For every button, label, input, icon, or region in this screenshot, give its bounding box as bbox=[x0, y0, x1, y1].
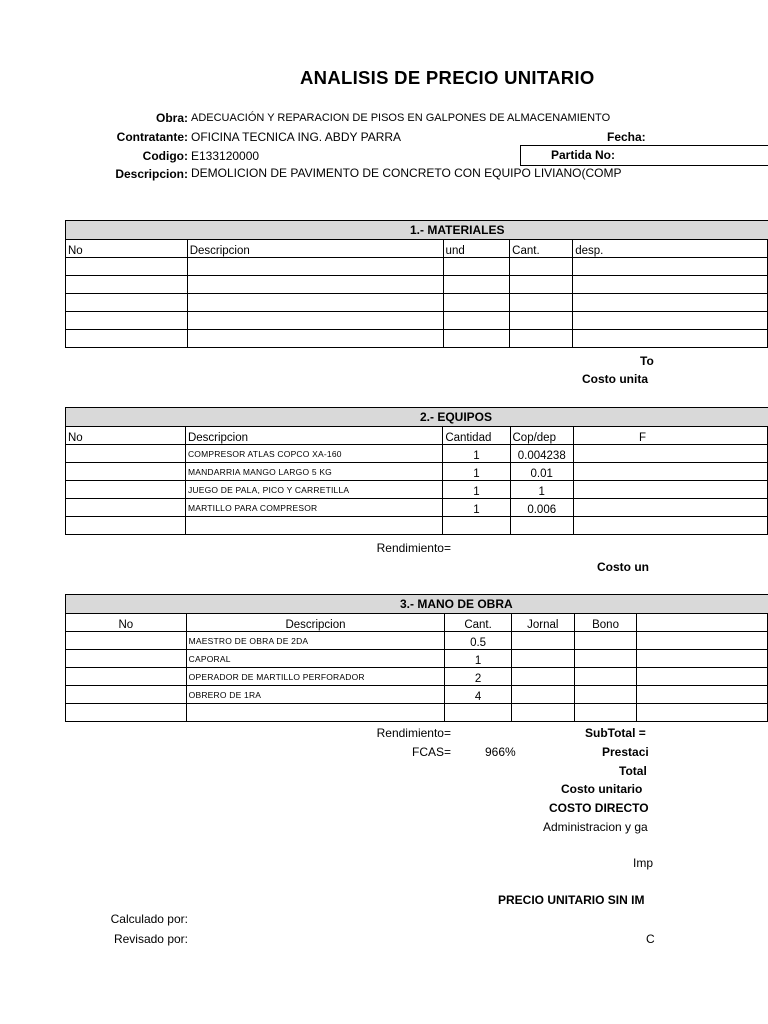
table-row bbox=[66, 499, 768, 517]
col-header: Descripcion bbox=[187, 240, 443, 258]
table-header-row bbox=[66, 427, 768, 445]
materiales-header bbox=[65, 220, 768, 240]
contratante-value: OFICINA TECNICA ING. ABDY PARRA bbox=[191, 130, 402, 144]
mano-obra-rendimiento-label: Rendimiento= bbox=[376, 726, 451, 740]
item-description: MARTILLO PARA COMPRESOR bbox=[185, 499, 442, 517]
materiales-costo-label: Costo unita bbox=[582, 372, 648, 386]
page-title: ANALISIS DE PRECIO UNITARIO bbox=[300, 67, 595, 88]
item-cop: 1 bbox=[510, 481, 573, 499]
materiales-title: 1.- MATERIALES bbox=[410, 223, 505, 237]
table-row bbox=[66, 294, 768, 312]
table-row bbox=[66, 312, 768, 330]
fecha-label: Fecha: bbox=[607, 130, 646, 144]
col-header: F bbox=[573, 427, 767, 445]
worker-description: OPERADOR DE MARTILLO PERFORADOR bbox=[186, 668, 445, 686]
mano-obra-costo-label: Costo unitario bbox=[561, 782, 643, 796]
administracion-label: Administracion y ga bbox=[543, 820, 648, 834]
mano-obra-header bbox=[65, 594, 768, 614]
codigo-label: Codigo: bbox=[142, 149, 188, 163]
table-header-row bbox=[66, 240, 768, 258]
precio-sin-impuesto-label: PRECIO UNITARIO SIN IM bbox=[498, 893, 645, 907]
revisado-por-label: Revisado por: bbox=[113, 932, 188, 946]
item-cop: 0.01 bbox=[510, 463, 573, 481]
item-cop: 0.006 bbox=[510, 499, 573, 517]
equipos-table bbox=[65, 426, 768, 535]
codigo-value: E133120000 bbox=[191, 149, 260, 163]
table-row bbox=[66, 632, 768, 650]
col-header: Bono bbox=[574, 614, 637, 632]
item-description: MANDARRIA MANGO LARGO 5 KG bbox=[185, 463, 442, 481]
col-header: Cant. bbox=[445, 614, 512, 632]
mano-obra-table bbox=[65, 613, 768, 722]
item-quantity: 1 bbox=[443, 481, 510, 499]
subtotal-label: SubTotal = bbox=[585, 726, 646, 740]
item-quantity: 1 bbox=[443, 499, 510, 517]
col-header: desp. bbox=[573, 240, 768, 258]
col-header: No bbox=[66, 240, 188, 258]
table-row bbox=[66, 445, 768, 463]
fcas-label: FCAS= bbox=[411, 745, 451, 759]
item-quantity: 1 bbox=[443, 463, 510, 481]
worker-quantity: 1 bbox=[445, 650, 512, 668]
obra-label: Obra: bbox=[155, 111, 188, 125]
materiales-table bbox=[65, 239, 768, 348]
descripcion-value: DEMOLICION DE PAVIMENTO DE CONCRETO CON EQUIPO LIVIANO(COMP bbox=[191, 166, 622, 180]
contratante-label: Contratante: bbox=[116, 130, 188, 144]
col-header: Jornal bbox=[511, 614, 574, 632]
table-row bbox=[66, 668, 768, 686]
table-row bbox=[66, 686, 768, 704]
table-row bbox=[66, 258, 768, 276]
table-row bbox=[66, 330, 768, 348]
item-quantity: 1 bbox=[443, 445, 510, 463]
equipos-rendimiento-label: Rendimiento= bbox=[376, 541, 451, 555]
c-label: C bbox=[646, 932, 655, 946]
obra-value: ADECUACIÓN Y REPARACION DE PISOS EN GALPONES DE ALMACENAMIENTO bbox=[191, 112, 611, 124]
equipos-costo-label: Costo un bbox=[597, 560, 649, 574]
table-row bbox=[66, 704, 768, 722]
col-header: Descripcion bbox=[186, 614, 445, 632]
table-row bbox=[66, 463, 768, 481]
worker-description: OBRERO DE 1RA bbox=[186, 686, 445, 704]
mano-obra-title: 3.- MANO DE OBRA bbox=[400, 597, 513, 611]
worker-description: CAPORAL bbox=[186, 650, 445, 668]
equipos-header bbox=[65, 407, 768, 427]
materiales-total-label: To bbox=[640, 354, 654, 368]
item-description: COMPRESOR ATLAS COPCO XA-160 bbox=[185, 445, 442, 463]
costo-directo-label: COSTO DIRECTO bbox=[549, 801, 649, 815]
prestaciones-label: Prestaci bbox=[602, 745, 649, 759]
table-row bbox=[66, 517, 768, 535]
col-header: No bbox=[66, 427, 186, 445]
table-row bbox=[66, 650, 768, 668]
descripcion-label: Descripcion: bbox=[115, 167, 188, 181]
col-header: Descripcion bbox=[185, 427, 442, 445]
worker-description: MAESTRO DE OBRA DE 2DA bbox=[186, 632, 445, 650]
table-row bbox=[66, 481, 768, 499]
calculado-por-label: Calculado por: bbox=[110, 912, 188, 926]
worker-quantity: 2 bbox=[445, 668, 512, 686]
total-label: Total bbox=[619, 764, 647, 778]
worker-quantity: 0.5 bbox=[445, 632, 512, 650]
col-header: Cantidad bbox=[443, 427, 510, 445]
table-header-row bbox=[66, 614, 768, 632]
equipos-title: 2.- EQUIPOS bbox=[420, 410, 493, 424]
partida-label: Partida No: bbox=[551, 148, 616, 162]
item-cop: 0.004238 bbox=[510, 445, 573, 463]
col-header: Cop/dep bbox=[510, 427, 573, 445]
col-header: No bbox=[66, 614, 187, 632]
fcas-value: 966% bbox=[485, 745, 516, 759]
col-header: und bbox=[443, 240, 510, 258]
item-description: JUEGO DE PALA, PICO Y CARRETILLA bbox=[185, 481, 442, 499]
worker-quantity: 4 bbox=[445, 686, 512, 704]
col-header: Cant. bbox=[510, 240, 573, 258]
table-row bbox=[66, 276, 768, 294]
impuesto-label: Imp bbox=[633, 856, 654, 870]
